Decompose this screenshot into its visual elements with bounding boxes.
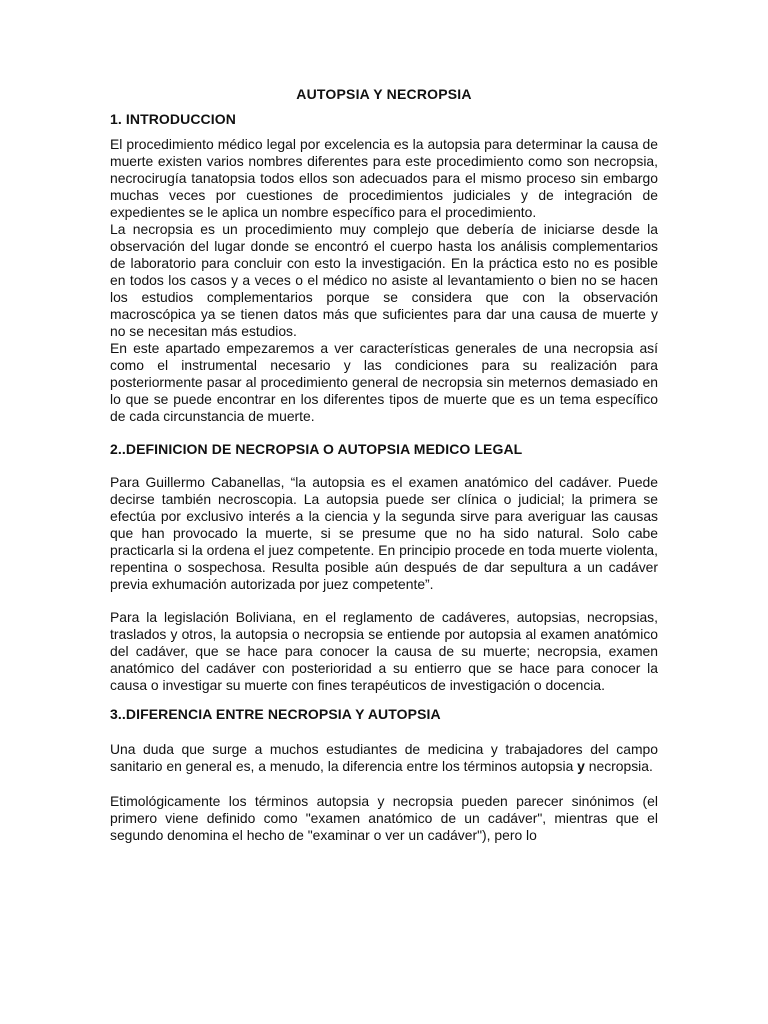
section-heading-diferencia: 3..DIFERENCIA ENTRE NECROPSIA Y AUTOPSIA <box>110 706 441 722</box>
document-title: AUTOPSIA Y NECROPSIA <box>296 86 472 102</box>
document-page <box>110 78 658 844</box>
bold-word: y <box>577 758 585 774</box>
paragraph: Para Guillermo Cabanellas, “la autopsia es el examen anatómico del cadáver. Puede decirse también necroscopia. La autopsia puede ser clínica o judicial; la primera se efectúa por exclusivo interés a la ciencia y la segunda sirve para averiguar las causas que han provocado la muerte, si se presume que no ha sido natural. Solo cabe practicarla si la ordena el juez competente. En principio procede en toda muerte violenta, repentina o sospechosa. Resulta posible aún después de dar sepultura a un cadáver previa exhumación autorizada por juez competente”. <box>110 474 658 592</box>
section-heading-introduccion: 1. INTRODUCCION <box>110 111 236 127</box>
paragraph: El procedimiento médico legal por excelencia es la autopsia para determinar la causa de muerte existen varios nombres diferentes para este procedimiento como son necropsia, necrocirugía tanatopsia todos ellos son adecuados para el mismo proceso sin embargo muchas veces por cuestiones de procedimientos judiciales y de integración de expedientes se le aplica un nombre específico para el procedimiento. <box>110 136 658 220</box>
paragraph: Etimológicamente los términos autopsia y necropsia pueden parecer sinónimos (el primero viene definido como "examen anatómico de un cadáver", mientras que el segundo denomina el hecho de "examinar o ver un cadáver"), pero lo <box>110 793 658 843</box>
paragraph: La necropsia es un procedimiento muy complejo que debería de iniciarse desde la observación del lugar donde se encontró el cuerpo hasta los análisis complementarios de laboratorio para concluir con esto la investigación. En la práctica esto no es posible en todos los casos y a veces o el médico no asiste al levantamiento o bien no se hacen los estudios complementarios porque se considera que con la observación macroscópica ya se tienen datos más que suficientes para dar una causa de muerte y no se necesitan más estudios. <box>110 221 658 339</box>
paragraph <box>110 741 658 775</box>
paragraph: Para la legislación Boliviana, en el reglamento de cadáveres, autopsias, necropsias, traslados y otros, la autopsia o necropsia se entiende por autopsia al examen anatómico del cadáver, que se hace para conocer la causa de su muerte; necropsia, examen anatómico del cadáver con posterioridad a su entierro que se hace para conocer la causa o investigar su muerte con fines terapéuticos de investigación o docencia. <box>110 609 658 693</box>
paragraph-text: necropsia. <box>584 758 653 774</box>
paragraph: En este apartado empezaremos a ver características generales de una necropsia así como el instrumental necesario y las condiciones para su realización para posteriormente pasar al procedimiento general de necropsia sin meternos demasiado en lo que se puede encontrar en los diferentes tipos de muerte que es un tema específico de cada circunstancia de muerte. <box>110 340 658 424</box>
paragraph-text: Una duda que surge a muchos estudiantes de medicina y trabajadores del campo sanitario en general es, a menudo, la diferencia entre los términos autopsia <box>110 741 658 774</box>
section-heading-definicion: 2..DEFINICION DE NECROPSIA O AUTOPSIA MEDICO LEGAL <box>110 441 523 457</box>
